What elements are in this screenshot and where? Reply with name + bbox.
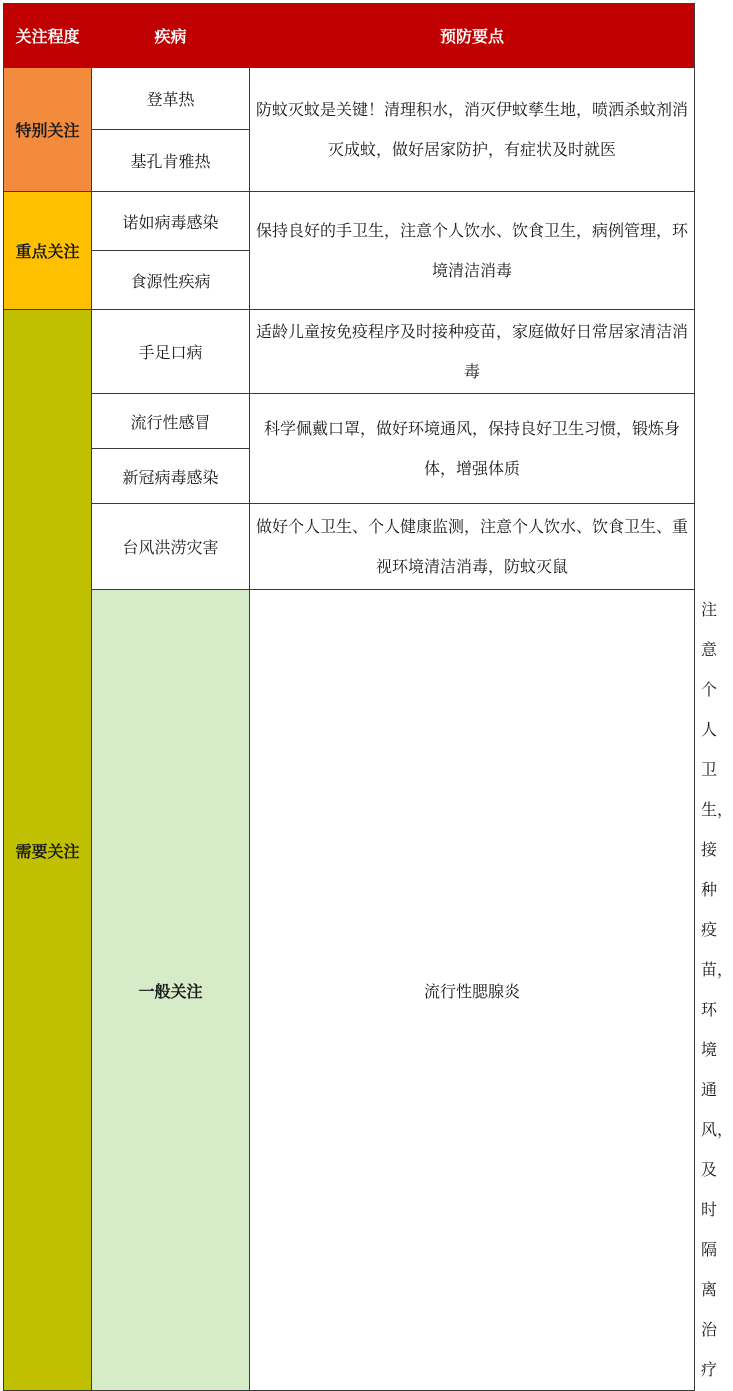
disease-mumps: 流行性腮腺炎 [250, 590, 695, 1391]
level-key: 重点关注 [4, 192, 92, 310]
disease-prevention-table [3, 3, 733, 1391]
table-container [3, 3, 733, 1391]
table-row: 一般关注 流行性腮腺炎 注意个人卫生，接种疫苗，环境通风，及时隔离治疗 [4, 590, 695, 1391]
level-normal: 一般关注 [92, 590, 250, 1391]
disease-chikungunya: 基孔肯雅热 [92, 130, 250, 192]
prevention-hygiene: 保持良好的手卫生，注意个人饮水、饮食卫生，病例管理，环境清洁消毒 [250, 192, 695, 310]
table-row [4, 68, 695, 130]
disease-dengue: 登革热 [92, 68, 250, 130]
table-row [4, 504, 695, 590]
prevention-mosquito: 防蚊灭蚊是关键！清理积水，消灭伊蚊孳生地，喷洒杀蚊剂消灭成蚊，做好居家防护，有症状及时就医 [250, 68, 695, 192]
header-level: 关注程度 [4, 4, 92, 68]
table-row [4, 394, 695, 449]
disease-covid: 新冠病毒感染 [92, 449, 250, 504]
disease-hfmd: 手足口病 [92, 310, 250, 394]
header-row [4, 4, 695, 68]
disease-typhoon-flood: 台风洪涝灾害 [92, 504, 250, 590]
prevention-disaster: 做好个人卫生、个人健康监测，注意个人饮水、饮食卫生、重视环境清洁消毒，防蚊灭鼠 [250, 504, 695, 590]
header-prevention: 预防要点 [250, 4, 695, 68]
prevention-respiratory: 科学佩戴口罩，做好环境通风，保持良好卫生习惯，锻炼身体，增强体质 [250, 394, 695, 504]
level-need: 需要关注 [4, 310, 92, 1391]
header-disease: 疾病 [92, 4, 250, 68]
disease-influenza: 流行性感冒 [92, 394, 250, 449]
table-row [4, 310, 695, 394]
disease-foodborne: 食源性疾病 [92, 251, 250, 310]
level-special: 特别关注 [4, 68, 92, 192]
prevention-vaccination: 适龄儿童按免疫程序及时接种疫苗，家庭做好日常居家清洁消毒 [250, 310, 695, 394]
table-row [4, 192, 695, 251]
disease-norovirus: 诺如病毒感染 [92, 192, 250, 251]
